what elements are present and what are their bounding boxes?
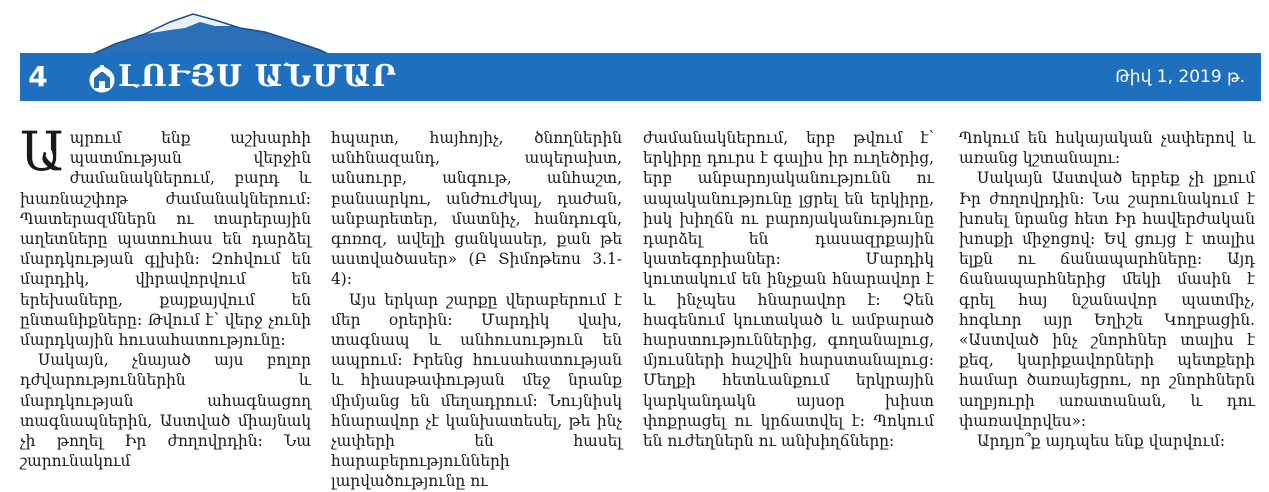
page-number: 4 (28, 60, 48, 93)
article-column-3 (643, 128, 934, 457)
article-column-2 (331, 128, 622, 491)
article-paragraph: Սակայն Աստված երբեք չի լքում Իր ժողովրդին: Նա շարունակում է խոսել նրանց հետ Իր հավերժական խոսքի միջոցով: Եվ ցույց է տալիս ելքն ու ճանապարհները: Այդ ճանապարհներից մեկի մասին է գրել հայ նշանավոր պատմիչ, հոգևոր այր Եղիշե Կողբացին. «Աստված ինչ շնորհներ տալիս է քեզ, կարիքավորների պետքերի համար ծառայեցրու, որ շնորհներն աղբյուրի առատանան, և դու փառավորվես»: (959, 169, 1255, 430)
article-column-1 (20, 120, 311, 471)
article-paragraph: Պոկում են հսկայական չափերով և առանց կշտանալու: (959, 129, 1255, 168)
article-paragraph: Սակայն, չնայած այս բոլոր դժվարություններին և մարդկության ահագնացող տագնապներին, Աստված միայնակ չի թողել Իր ժողովրդին: Նա շարունակում (20, 351, 311, 471)
article-paragraph: Արդյո՞ք այդպես ենք վարվում: (977, 432, 1226, 451)
masthead-title: ԼՈՒՅՍ ԱՆՄԱՐ (118, 59, 398, 94)
church-emblem-icon (88, 62, 116, 94)
article-paragraph: ժամանակներում, երբ թվում է՝ երկիրը դուրս է գալիս իր ուղեծրից, երբ անբարոյականությունն ու ապականությունը լցրել են երկիրը, իսկ խիղճն ու բարոյականությունը դարձել են դասազրքային կատեգորիաներ: Մարդիկ կուտակում են ինչքան հնարավոր է և ինչպես հնարավոր է: Չեն հագենում կուտակած և ամբարած հարստություններից, գողանալուց, մյուսների հաշվին հարստանալուց: Մեղքի հետևանքում երկրային կարկանդակն այսօր խիստ փոքրացել ու կրճատվել է: Պոկում են ուժեղներն ու անխիղճները: (643, 129, 934, 451)
article-column-4 (959, 128, 1255, 457)
article-paragraph: հպարտ, հայհոյիչ, ծնողներին անհնազանդ, ապերախտ, անսուրբ, անգութ, անհաշտ, բանսարկու, անժուժկալ, դաժան, անբարետեր, մատնիչ, հանդուգն, գոռոզ, ավելի ցանկասեր, քան թե աստվածասեր» (Բ Տիմոթեոս 3.1-4): (331, 129, 622, 289)
article-paragraph: Ապրում ենք աշխարհի պատմության վերջին ժամանակներում, բարդ և խառնաշփոթ ժամանակներում: Պատերազմներն ու տարերային աղետները պատուհաս են դարձել մարդկության գլխին: Զոհվում են մարդիկ, վիրավորվում են երեխաները, քայքայվում են ընտանիքները: Թվում է՝ վերջ չունի մարդկային հուսահատությունը: (20, 120, 311, 350)
article-paragraph: Այս երկար շարքը վերաբերում է մեր օրերին: Մարդիկ վախ, տագնապ և անհուսություն են ապրում: Իրենց հուսահատության և հիասթափության մեջ նրանք միմյանց են մեղադրում: Նույնիսկ հնարավոր չէ կանխատեսել, թե ինչ չափերի են հասել հարաբերությունների լարվածությունը ու (331, 290, 622, 491)
issue-date: Թիվ 1, 2019 թ. (1115, 67, 1245, 87)
drop-cap: Ա (20, 120, 64, 183)
